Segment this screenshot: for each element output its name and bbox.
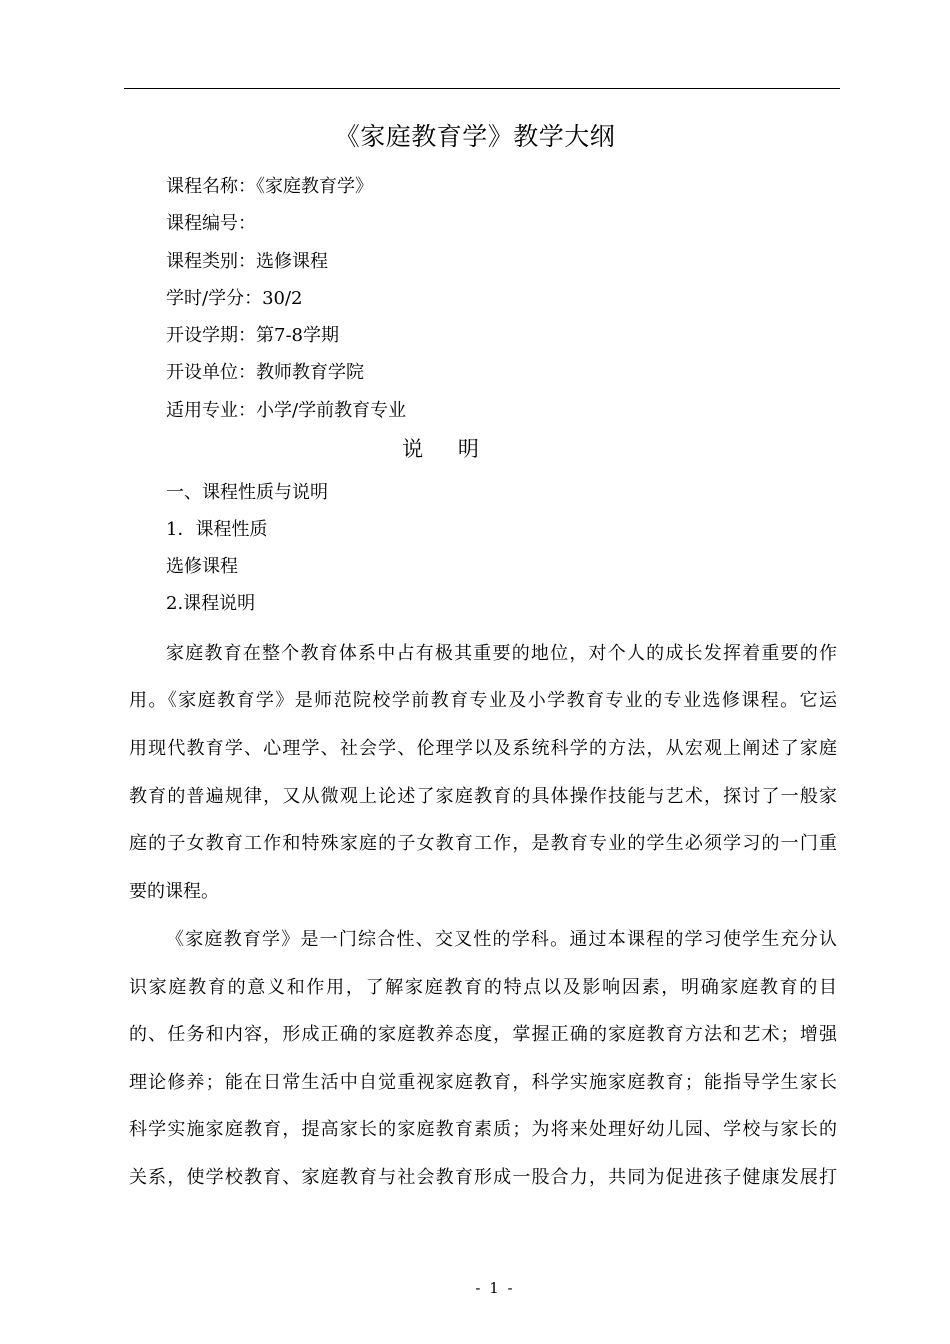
section-title: 说 明 [402,437,493,461]
department-line: 开设单位：教师教育学院 [166,362,364,383]
paragraph-1-line: 要的课程。 [129,881,219,902]
document-title: 《家庭教育学》教学大纲 [334,122,616,151]
paragraph-2-line: 《家庭教育学》是一门综合性、交叉性的学科。通过本课程的学习使学生充分认 [166,929,837,950]
hours-credits-line: 学时/学分：30/2 [166,288,303,309]
paragraph-2-line: 关系，使学校教育、家庭教育与社会教育形成一股合力，共同为促进孩子健康发展打 [129,1167,837,1188]
page-number: - 1 - [475,1279,515,1297]
paragraph-1-line: 用现代教育学、心理学、社会学、伦理学以及系统科学的方法，从宏观上阐述了家庭 [129,738,837,759]
paragraph-1-line: 用。《家庭教育学》是师范院校学前教育专业及小学教育专业的专业选修课程。它运 [129,690,837,711]
paragraph-2-line: 识家庭教育的意义和作用，了解家庭教育的特点以及影响因素，明确家庭教育的目 [129,977,837,998]
course-name-line: 课程名称：《家庭教育学》 [166,176,373,197]
outline-heading-1-2: 2.课程说明 [166,593,256,614]
outline-heading-1-1: 1．课程性质 [166,519,268,540]
paragraph-1-line: 教育的普遍规律，又从微观上论述了家庭教育的具体操作技能与艺术，探讨了一般家 [129,786,837,807]
paragraph-2-line: 科学实施家庭教育，提高家长的家庭教育素质；为将来处理好幼儿园、学校与家长的 [129,1119,837,1140]
paragraph-1-line: 家庭教育在整个教育体系中占有极其重要的地位，对个人的成长发挥着重要的作 [166,643,837,664]
outline-text-elective: 选修课程 [166,556,238,577]
outline-heading-1: 一、课程性质与说明 [166,482,328,503]
header-rule [124,88,840,89]
semester-line: 开设学期：第7-8学期 [166,325,339,346]
major-line: 适用专业：小学/学前教育专业 [166,400,407,421]
paragraph-1-line: 庭的子女教育工作和特殊家庭的子女教育工作，是教育专业的学生必须学习的一门重 [129,833,837,854]
course-type-line: 课程类别：选修课程 [166,251,328,272]
paragraph-2-line: 理论修养；能在日常生活中自觉重视家庭教育，科学实施家庭教育；能指导学生家长 [129,1072,837,1093]
paragraph-2-line: 的、任务和内容，形成正确的家庭教养态度，掌握正确的家庭教育方法和艺术；增强 [129,1024,837,1045]
course-code-line: 课程编号： [166,213,256,234]
